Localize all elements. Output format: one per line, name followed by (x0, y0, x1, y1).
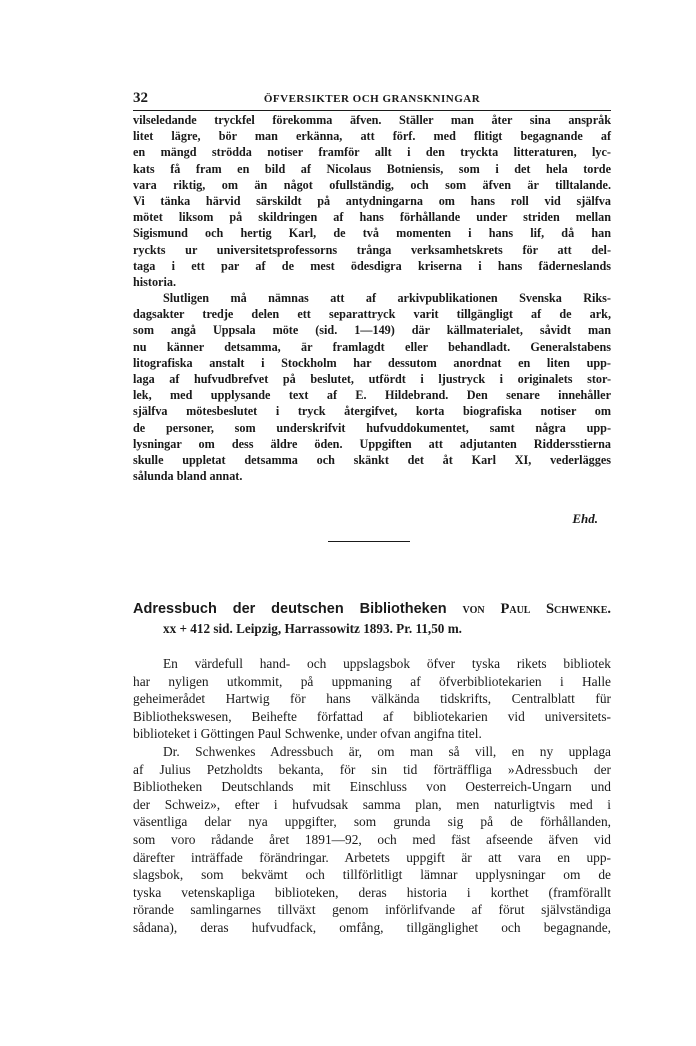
text-line: dagsakter tredje delen ett separattryck varit tillgängligt af de ark, (133, 307, 611, 322)
text-line: själfva mötesbeslutet i tryck återgifvet, korta biografiska notiser om (133, 404, 611, 419)
review-by: von (462, 601, 485, 617)
text-line: biblioteket i Göttingen Paul Schwenke, under ofvan angifna titel. (133, 726, 482, 742)
text-line: nu känner detsamma, är framlagdt eller behandladt. Generalstabens (133, 339, 611, 354)
text-line: en mängd strödda notiser framför allt i den tryckta litteraturen, lyc- (133, 145, 611, 160)
running-title: ÖFVERSIKTER OCH GRANSKNINGAR (263, 93, 481, 105)
text-line: ryckts ur universitetsprofessorns trånga verksamhetskrets för att del- (133, 242, 611, 257)
text-line: taga i ett par af de mest ödesdigra kriserna i hans fäderneslands (133, 258, 611, 273)
text-line: Slutligen må nämnas att af arkivpublikationen Svenska Riks- (163, 291, 611, 306)
text-line: har nyligen utkommit, på uppmaning af öfverbibliotekarien i Halle (133, 673, 611, 689)
section-body (133, 112, 611, 484)
text-line: der Schweiz», efter i hufvudsak samma plan, men naturligtvis med i (133, 796, 611, 812)
section-divider (328, 541, 410, 542)
text-line: därefter inträffade förändringar. Arbetets uppgift är att vara en upp- (133, 849, 611, 865)
text-line: geheimerådet Hartwig för hans välkända tidskrifts, Centralblatt für (133, 691, 611, 707)
review-details: xx + 412 sid. Leipzig, Harrassowitz 1893. Pr. 11,50 m. (163, 621, 462, 636)
text-line: de personer, som underskrifvit hufvuddokumentet, samt några upp- (133, 420, 611, 435)
text-line: historia. (133, 274, 176, 289)
text-line: litet lägre, bör man erkänna, att förf. med flitigt begagnande af (133, 129, 611, 144)
text-line: vara riktig, om än något ofullständig, och som äfven är tilltalande. (133, 177, 611, 192)
text-line: skulle uppletat detsamma och skänkt det åt Karl XI, vederlägges (133, 452, 611, 467)
text-line: En värdefull hand- och uppslagsbok öfver tyska rikets bibliotek (163, 656, 611, 671)
text-line: vilseledande tryckfel förekomma äfven. Ställer man åter sina anspråk (133, 113, 611, 127)
text-line: Dr. Schwenkes Adressbuch är, om man så vill, en ny upplaga (163, 743, 611, 759)
text-line: tyska vetenskapliga biblioteken, deras historia i korthet (framförallt (133, 884, 611, 900)
text-line: slagsbok, som bekvämt och tillförlitligt lämnar upplysningar om de (133, 867, 611, 883)
text-line: mötet liksom på skildringen af hans förhållande under striden mellan (133, 210, 611, 225)
page-header (133, 90, 611, 106)
text-line: kats få fram en bild af Nicolaus Botniensis, som i det hela torde (133, 161, 611, 176)
text-line: af Julius Petzholdts bekanta, för sin tid förträffliga »Adressbuch der (133, 761, 611, 777)
text-line: Bibliothekswesen, Beihefte författad af bibliotekarien vid universitets- (133, 708, 611, 724)
signature: Ehd. (572, 511, 598, 526)
text-line: rörande samlingarnes tillväxt genom införlifvande af förut självständiga (133, 902, 611, 918)
text-line: som voro rådande året 1891—92, och med fäst afseende äfven vid (133, 831, 611, 847)
review-title-line (133, 599, 611, 619)
text-line: Vi tänka härvid särskildt på antydningarna om hans roll vid själfva (133, 193, 611, 208)
review-body (133, 655, 611, 937)
header-rule (133, 110, 611, 111)
text-line: lysningar om dess äldre öden. Uppgiften att adjutanten Riddersstierna (133, 436, 611, 451)
page-number: 32 (133, 90, 148, 106)
review-title: Adressbuch der deutschen Bibliotheken (133, 601, 447, 617)
text-line: Sigismund och hertig Karl, de två momenten i hans lif, då han (133, 226, 611, 241)
text-line: sådana), deras hufvudfack, omfång, tillgänglighet och begagnande, (133, 919, 611, 935)
text-line: väsentliga delar nya uppgifter, som grunda sig på de förhållanden, (133, 814, 611, 830)
text-line: som angå Uppsala möte (sid. 1—149) där källmaterialet, såvidt man (133, 323, 611, 338)
text-line: lek, med upplysande text af E. Hildebrand. Den senare innehåller (133, 388, 611, 403)
text-line: litografiska anstalt i Stockholm har dessutom anordnat en liten upp- (133, 355, 611, 370)
text-line: Bibliotheken Deutschlands mit Einschluss von Oesterreich-Ungarn und (133, 779, 611, 795)
review-author: Paul Schwenke. (500, 601, 612, 617)
text-line: sålunda bland annat. (133, 469, 243, 484)
text-line: laga af hufvudbrefvet på beslutet, utfördt i ljustryck i originalets stor- (133, 372, 611, 386)
review-heading (133, 599, 611, 639)
